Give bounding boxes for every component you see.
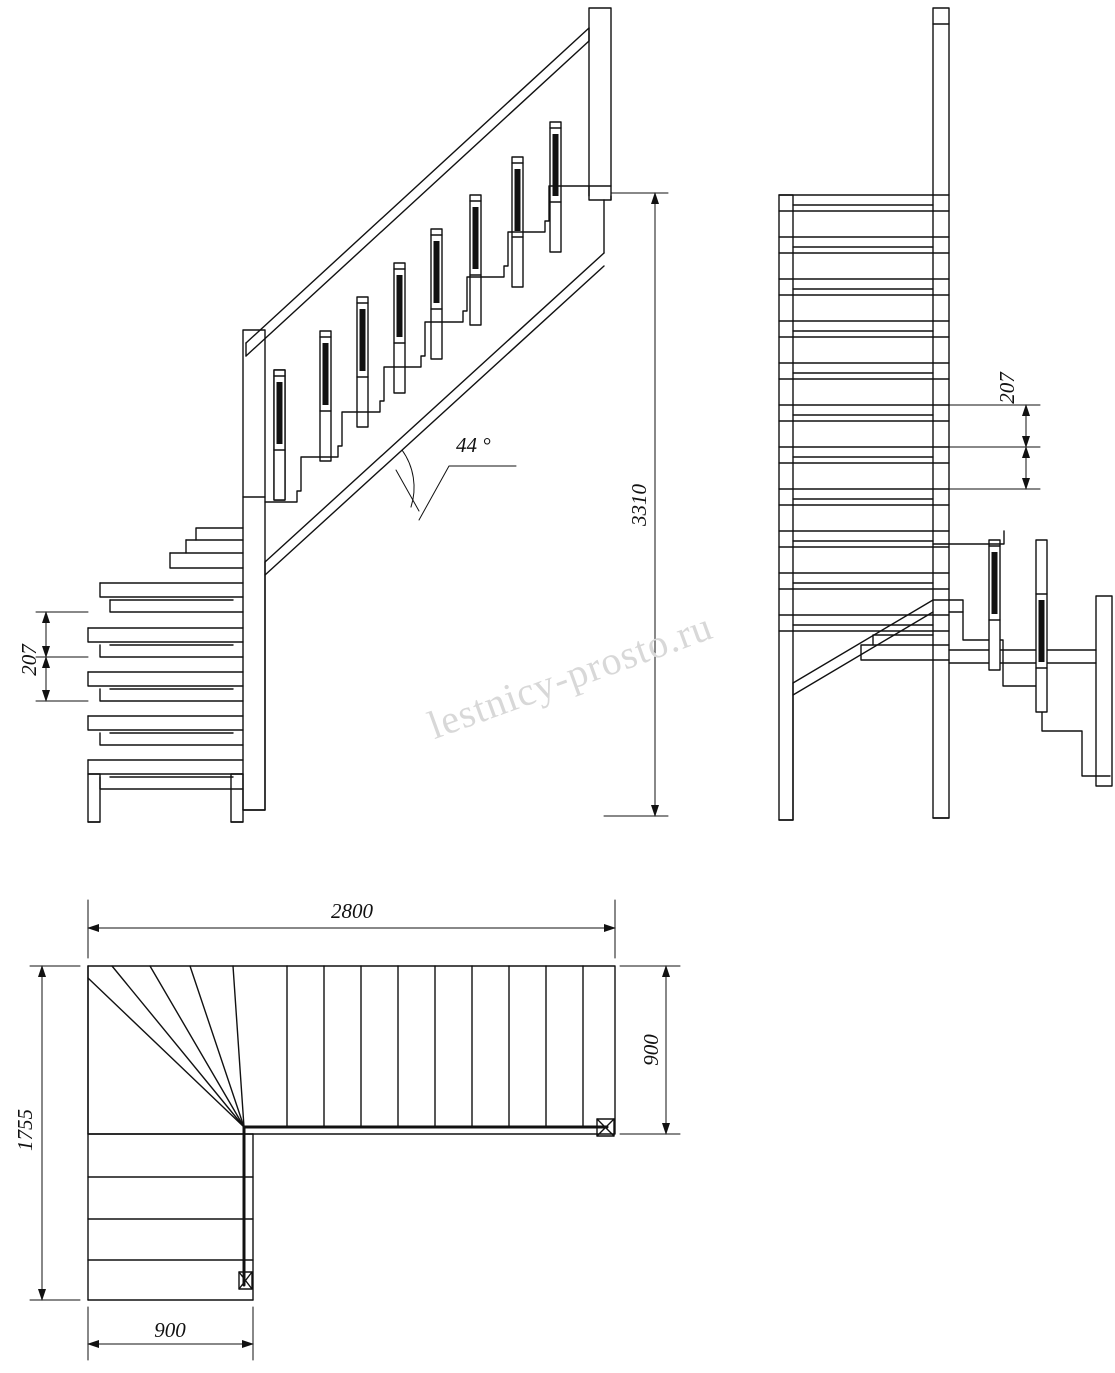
watermark-text: lestnicy-prosto.ru bbox=[421, 602, 719, 748]
dim-label-plan-lower-width: 900 bbox=[154, 1318, 186, 1342]
dim-label-total-height: 3310 bbox=[627, 484, 651, 526]
side-elevation-geometry bbox=[779, 8, 1112, 820]
dim-riser-front bbox=[36, 612, 88, 701]
front-elevation-geometry bbox=[88, 8, 611, 822]
dim-angle bbox=[396, 450, 516, 520]
dim-label-plan-depth: 1755 bbox=[13, 1109, 37, 1151]
plan-view-geometry bbox=[88, 966, 615, 1300]
dim-label-riser-front: 207 bbox=[17, 644, 41, 676]
dim-plan-depth bbox=[30, 966, 80, 1300]
dim-label-plan-length: 2800 bbox=[331, 899, 373, 923]
dim-label-plan-run-width: 900 bbox=[639, 1034, 663, 1066]
dim-label-riser-side: 207 bbox=[995, 372, 1019, 404]
dim-riser-side bbox=[949, 405, 1040, 489]
dim-label-angle: 44 ° bbox=[456, 433, 491, 457]
